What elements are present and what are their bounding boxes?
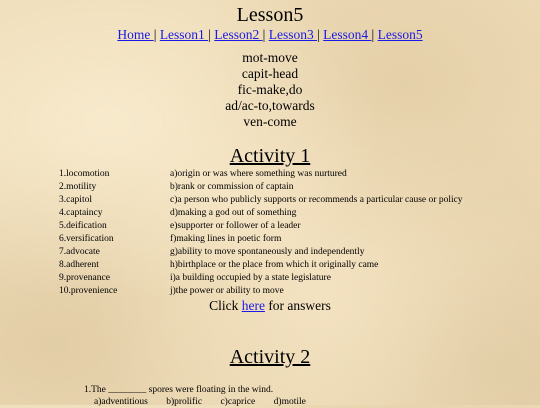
nav-separator: | <box>153 27 157 42</box>
definition: g)ability to move spontaneously and independently <box>170 247 365 257</box>
nav-link-lesson5[interactable]: Lesson5 <box>377 27 423 42</box>
nav-link-lesson1[interactable]: Lesson1 <box>159 27 209 42</box>
nav-link-home[interactable]: Home <box>117 27 154 42</box>
vocab-word: 8.adherent <box>59 260 99 270</box>
answers-line <box>0 298 540 314</box>
activity2-heading: Activity 2 <box>229 346 311 368</box>
word-root: fic-make,do <box>237 82 303 97</box>
vocab-word: 3.capitol <box>59 195 92 205</box>
vocab-word: 1.locomotion <box>59 169 110 179</box>
page-title: Lesson5 <box>236 4 304 26</box>
nav-separator: | <box>371 27 375 42</box>
word-root: ad/ac-to,towards <box>225 98 315 113</box>
word-roots-list <box>0 50 540 130</box>
nav-separator: | <box>208 27 211 42</box>
definition: b)rank or commission of captain <box>170 182 294 192</box>
activity1-definitions <box>170 168 463 298</box>
vocab-word: 7.advocate <box>59 247 100 257</box>
activity1-words <box>59 168 117 298</box>
question-1: 1.The ________ spores were floating in the wind. <box>84 385 274 395</box>
definition: j)the power or ability to move <box>170 286 284 296</box>
definition: a)origin or was where something was nurtured <box>170 169 347 179</box>
definition: f)making lines in poetic form <box>170 234 282 244</box>
option: b)prolific <box>166 397 203 407</box>
nav-link-lesson4[interactable]: Lesson4 <box>323 27 372 42</box>
definition: e)supporter or follower of a leader <box>170 221 301 231</box>
vocab-word: 9.provenance <box>59 273 110 283</box>
answers-prefix: Click <box>209 298 242 313</box>
vocab-word: 2.motility <box>59 182 97 192</box>
question-1-options <box>94 396 322 408</box>
vocab-word: 10.provenience <box>59 286 118 296</box>
answers-suffix: for answers <box>264 298 331 313</box>
word-root: mot-move <box>242 50 298 65</box>
definition: c)a person who publicly supports or recommends a particular cause or policy <box>170 195 463 205</box>
nav-link-lesson3[interactable]: Lesson3 <box>268 27 318 42</box>
option: d)motile <box>273 397 306 407</box>
definition: i)a building occupied by a state legislature <box>170 273 331 283</box>
nav-link-lesson2[interactable]: Lesson2 <box>214 27 263 42</box>
vocab-word: 6.versification <box>59 234 114 244</box>
lesson-nav <box>0 27 540 42</box>
activity1-heading: Activity 1 <box>229 145 311 167</box>
definition: h)birthplace or the place from which it originally came <box>170 260 379 270</box>
nav-separator: | <box>262 27 266 42</box>
option: c)caprice <box>220 397 256 407</box>
vocab-word: 4.captaincy <box>59 208 103 218</box>
option: a)adventitious <box>94 397 148 407</box>
word-root: capit-head <box>241 66 299 81</box>
vocab-word: 5.deification <box>59 221 107 231</box>
definition: d)making a god out of something <box>170 208 297 218</box>
word-root: ven-come <box>243 114 297 129</box>
nav-separator: | <box>317 27 320 42</box>
answers-link[interactable]: here <box>241 298 265 313</box>
